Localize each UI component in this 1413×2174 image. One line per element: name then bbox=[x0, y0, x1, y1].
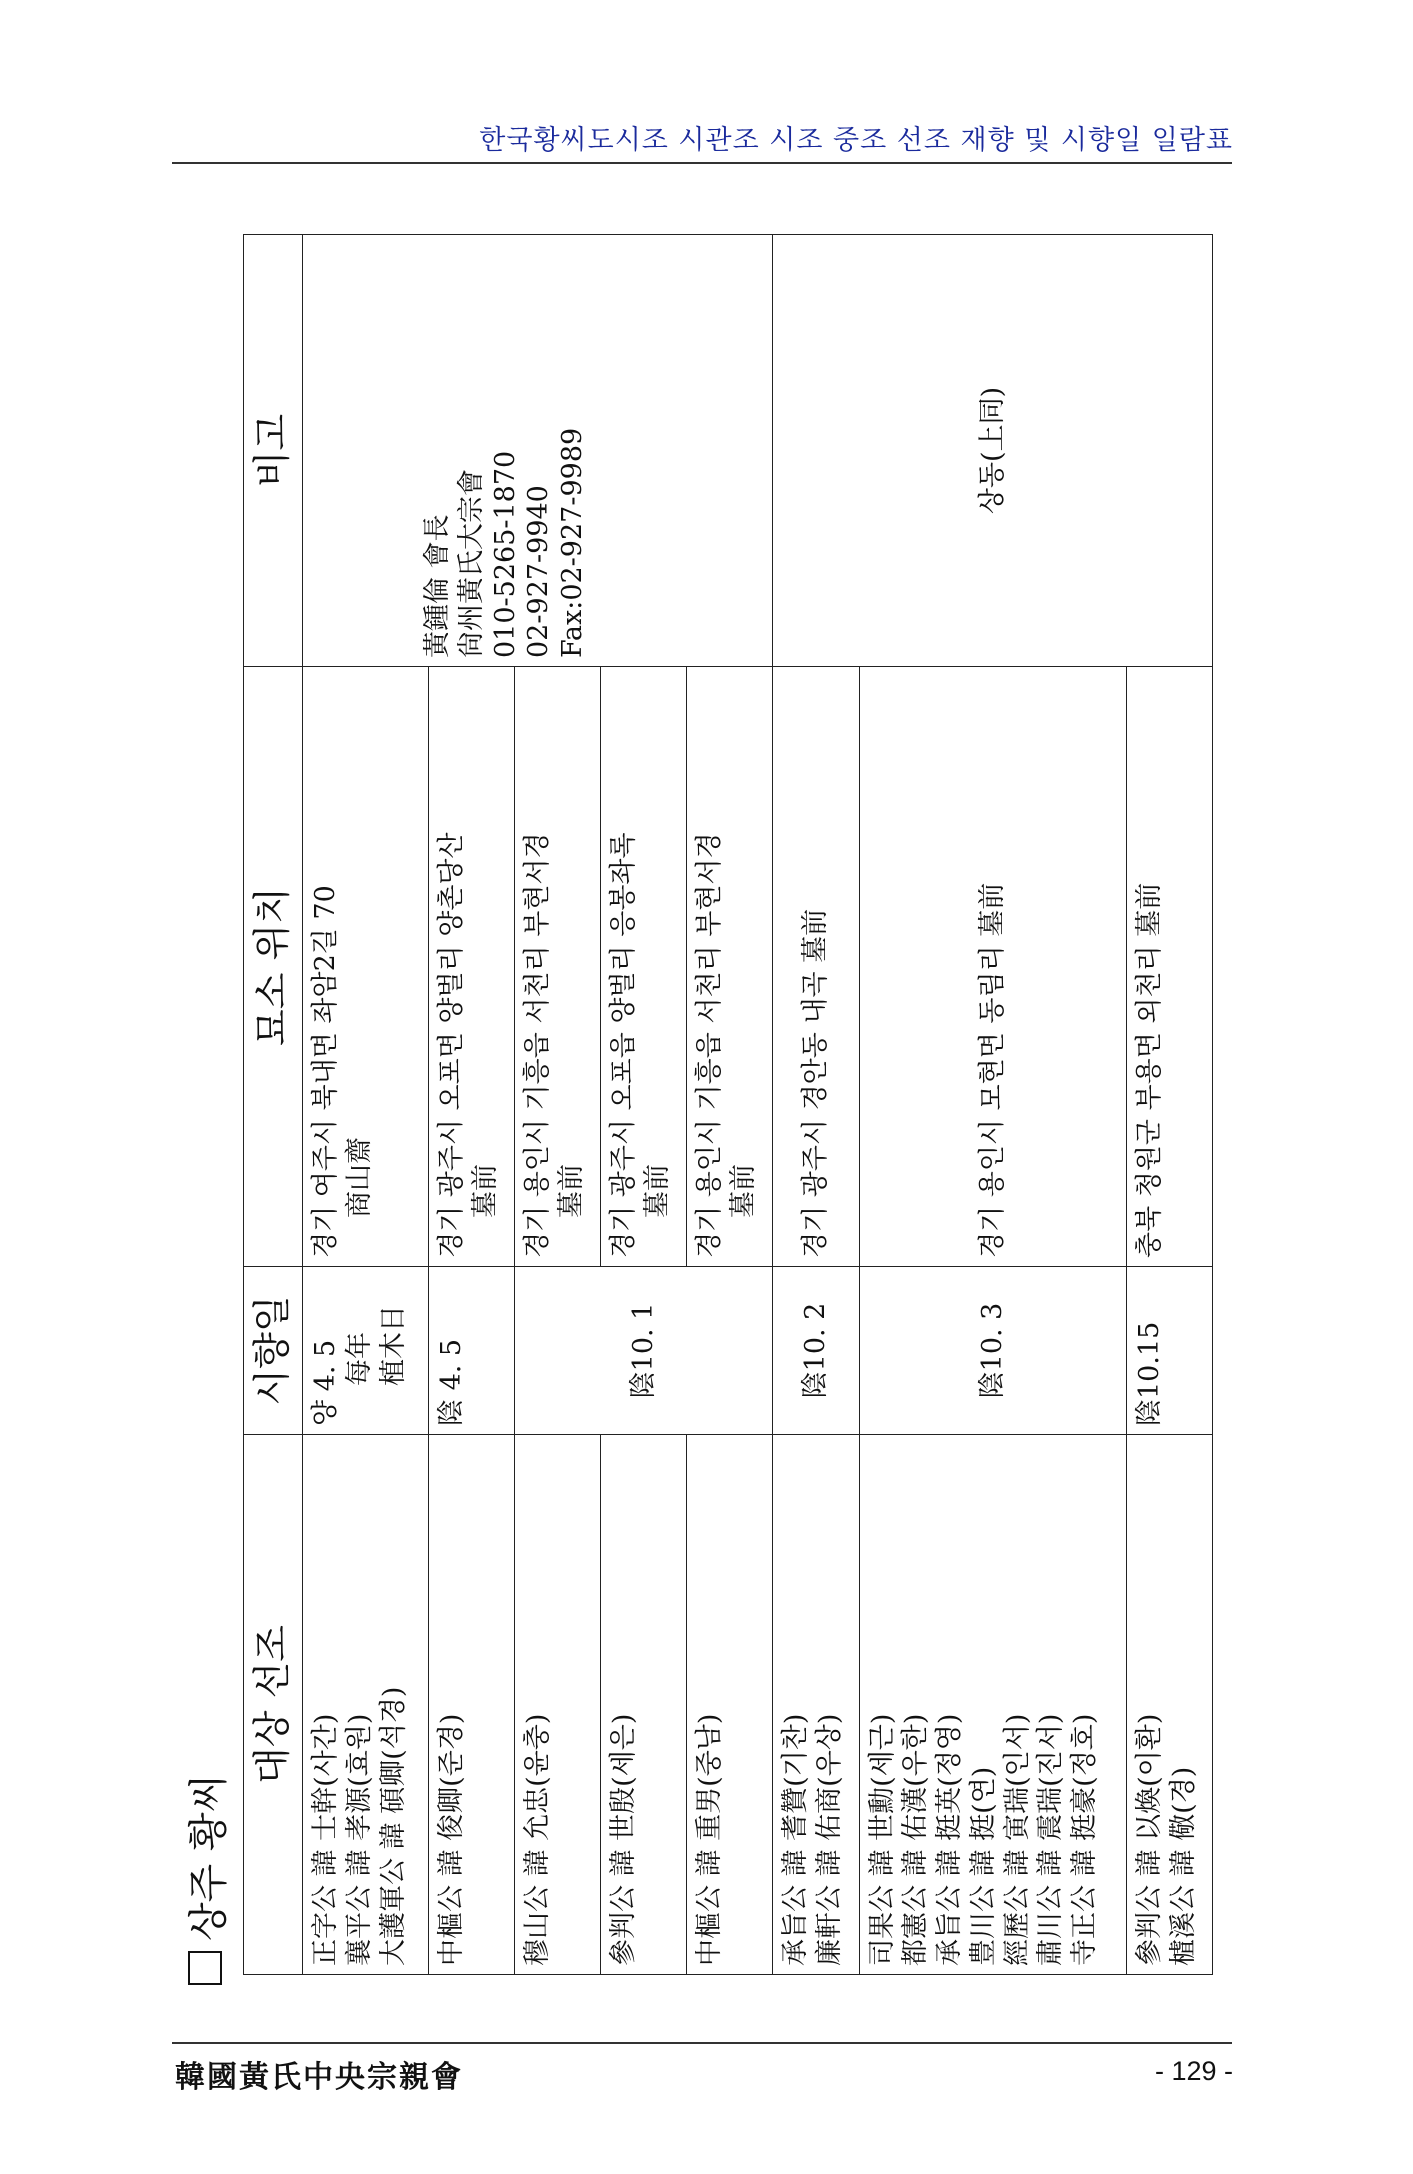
grave-note: 墓前 bbox=[728, 1164, 760, 1218]
table-row bbox=[773, 235, 859, 1975]
remarks-line: 尙州黃氏大宗會 bbox=[455, 469, 487, 658]
ancestor-entry: 都憲公 諱 佑漢(우한) bbox=[900, 1713, 932, 1966]
ancestor-entry: 承旨公 諱 挺英(정영) bbox=[934, 1713, 966, 1966]
remarks-cell bbox=[303, 235, 773, 667]
ancestor-cell bbox=[773, 1435, 859, 1975]
ancestor-entry: 穆山公 諱 允忠(윤충) bbox=[522, 1713, 554, 1966]
grave-cell bbox=[1126, 667, 1212, 1267]
grave-text: 충북 청원군 부용면 외천리 墓前 bbox=[1133, 882, 1165, 1258]
section-title bbox=[175, 1774, 235, 1985]
grave-text: 경기 용인시 모현면 동림리 墓前 bbox=[976, 882, 1008, 1258]
date-cell bbox=[1126, 1267, 1212, 1435]
grave-cell bbox=[429, 667, 515, 1267]
ancestor-entry: 經歷公 諱 寅瑞(인서) bbox=[1001, 1713, 1033, 1966]
footer-divider bbox=[172, 2042, 1232, 2044]
ancestor-cell bbox=[601, 1435, 687, 1975]
ancestor-cell bbox=[515, 1435, 601, 1975]
footer-org-name: 韓國黃氏中央宗親會 bbox=[175, 2060, 463, 2095]
date-text: 陰10. 3 bbox=[976, 1302, 1008, 1399]
ancestor-cell bbox=[859, 1435, 1126, 1975]
date-note: 植木日 bbox=[377, 1305, 409, 1386]
date-text: 陰10. 1 bbox=[627, 1302, 659, 1399]
grave-note: 墓前 bbox=[642, 1164, 674, 1218]
date-text: 陰10.15 bbox=[1133, 1321, 1165, 1426]
remarks-line: Fax:02-927-9989 bbox=[557, 427, 588, 658]
date-cell bbox=[515, 1267, 773, 1435]
ancestor-entry: 中樞公 諱 俊卿(준경) bbox=[436, 1713, 468, 1966]
grave-cell bbox=[773, 667, 859, 1267]
grave-note: 墓前 bbox=[469, 1164, 501, 1218]
ancestor-table bbox=[243, 234, 1213, 1975]
ancestor-cell bbox=[429, 1435, 515, 1975]
grave-cell bbox=[687, 667, 773, 1267]
date-text: 陰10. 2 bbox=[800, 1302, 832, 1399]
ancestor-entry: 樝溪公 諱 儆(경) bbox=[1167, 1766, 1199, 1966]
grave-text: 경기 용인시 기흥읍 서천리 부현서경 bbox=[694, 832, 726, 1258]
ancestor-entry: 參判公 諱 以煥(이환) bbox=[1133, 1713, 1165, 1966]
header-date: 시향일 bbox=[244, 1267, 303, 1435]
date-cell bbox=[859, 1267, 1126, 1435]
rotated-content bbox=[175, 230, 1225, 1985]
header-ancestor: 대상 선조 bbox=[244, 1435, 303, 1975]
remarks-cell bbox=[773, 235, 1213, 667]
header-title: 한국황씨도시조 시관조 시조 중조 선조 재향 및 시향일 일람표 bbox=[479, 125, 1233, 156]
ancestor-entry: 襄平公 諱 孝源(효원) bbox=[343, 1713, 375, 1966]
header-grave: 묘소 위치 bbox=[244, 667, 303, 1267]
grave-text: 경기 용인시 기흥읍 서천리 부현서경 bbox=[522, 832, 554, 1258]
date-note: 每年 bbox=[343, 1332, 375, 1386]
table-header-row bbox=[244, 235, 303, 1975]
grave-cell bbox=[859, 667, 1126, 1267]
ancestor-entry: 司果公 諱 世勳(세근) bbox=[866, 1713, 898, 1966]
table-row bbox=[303, 235, 429, 1975]
ancestor-entry: 肅川公 諱 震瑞(진서) bbox=[1035, 1713, 1067, 1966]
remarks-line: 02-927-9940 bbox=[523, 485, 555, 658]
ancestor-entry: 豊川公 諱 挺(연) bbox=[967, 1766, 999, 1966]
grave-note: 商山齋 bbox=[343, 1137, 375, 1218]
remarks-same: 상동(上同) bbox=[976, 386, 1008, 515]
checkbox-icon bbox=[188, 1951, 222, 1985]
grave-note: 墓前 bbox=[556, 1164, 587, 1218]
ancestor-entry: 正字公 諱 士幹(사간) bbox=[310, 1713, 341, 1966]
ancestor-entry: 大護軍公 諱 碩卿(석경) bbox=[377, 1686, 409, 1966]
grave-cell bbox=[303, 667, 429, 1267]
date-text: 陰 4. 5 bbox=[436, 1338, 468, 1426]
grave-text: 경기 광주시 오포면 양벌리 양촌당산 bbox=[436, 832, 468, 1258]
page-number: - 129 - bbox=[1154, 2056, 1233, 2086]
header-remarks: 비고 bbox=[244, 235, 303, 667]
date-cell bbox=[429, 1267, 515, 1435]
ancestor-entry: 參判公 諱 世殷(세은) bbox=[608, 1713, 640, 1966]
grave-text: 경기 광주시 경안동 내곡 墓前 bbox=[800, 908, 832, 1258]
grave-cell bbox=[515, 667, 601, 1267]
grave-cell bbox=[601, 667, 687, 1267]
date-cell bbox=[303, 1267, 429, 1435]
remarks-line: 黃鍾倫 會長 bbox=[422, 514, 453, 658]
date-text: 양 4. 5 bbox=[310, 1339, 341, 1426]
ancestor-cell bbox=[1126, 1435, 1212, 1975]
date-cell bbox=[773, 1267, 859, 1435]
grave-text: 경기 광주시 오포읍 양벌리 응봉좌록 bbox=[608, 832, 640, 1258]
ancestor-entry: 承旨公 諱 耆贊(기찬) bbox=[780, 1713, 812, 1966]
ancestor-entry: 寺正公 諱 挺豪(정호) bbox=[1069, 1713, 1101, 1966]
ancestor-cell bbox=[687, 1435, 773, 1975]
remarks-line: 010-5265-1870 bbox=[489, 450, 521, 658]
grave-text: 경기 여주시 북내면 좌암2길 70 bbox=[310, 885, 341, 1258]
ancestor-entry: 中樞公 諱 重男(중남) bbox=[694, 1713, 726, 1966]
header-divider bbox=[172, 162, 1232, 164]
section-title-text: 상주 황씨 bbox=[185, 1773, 232, 1941]
ancestor-entry: 廉軒公 諱 佑商(우상) bbox=[814, 1713, 846, 1966]
ancestor-cell bbox=[303, 1435, 429, 1975]
